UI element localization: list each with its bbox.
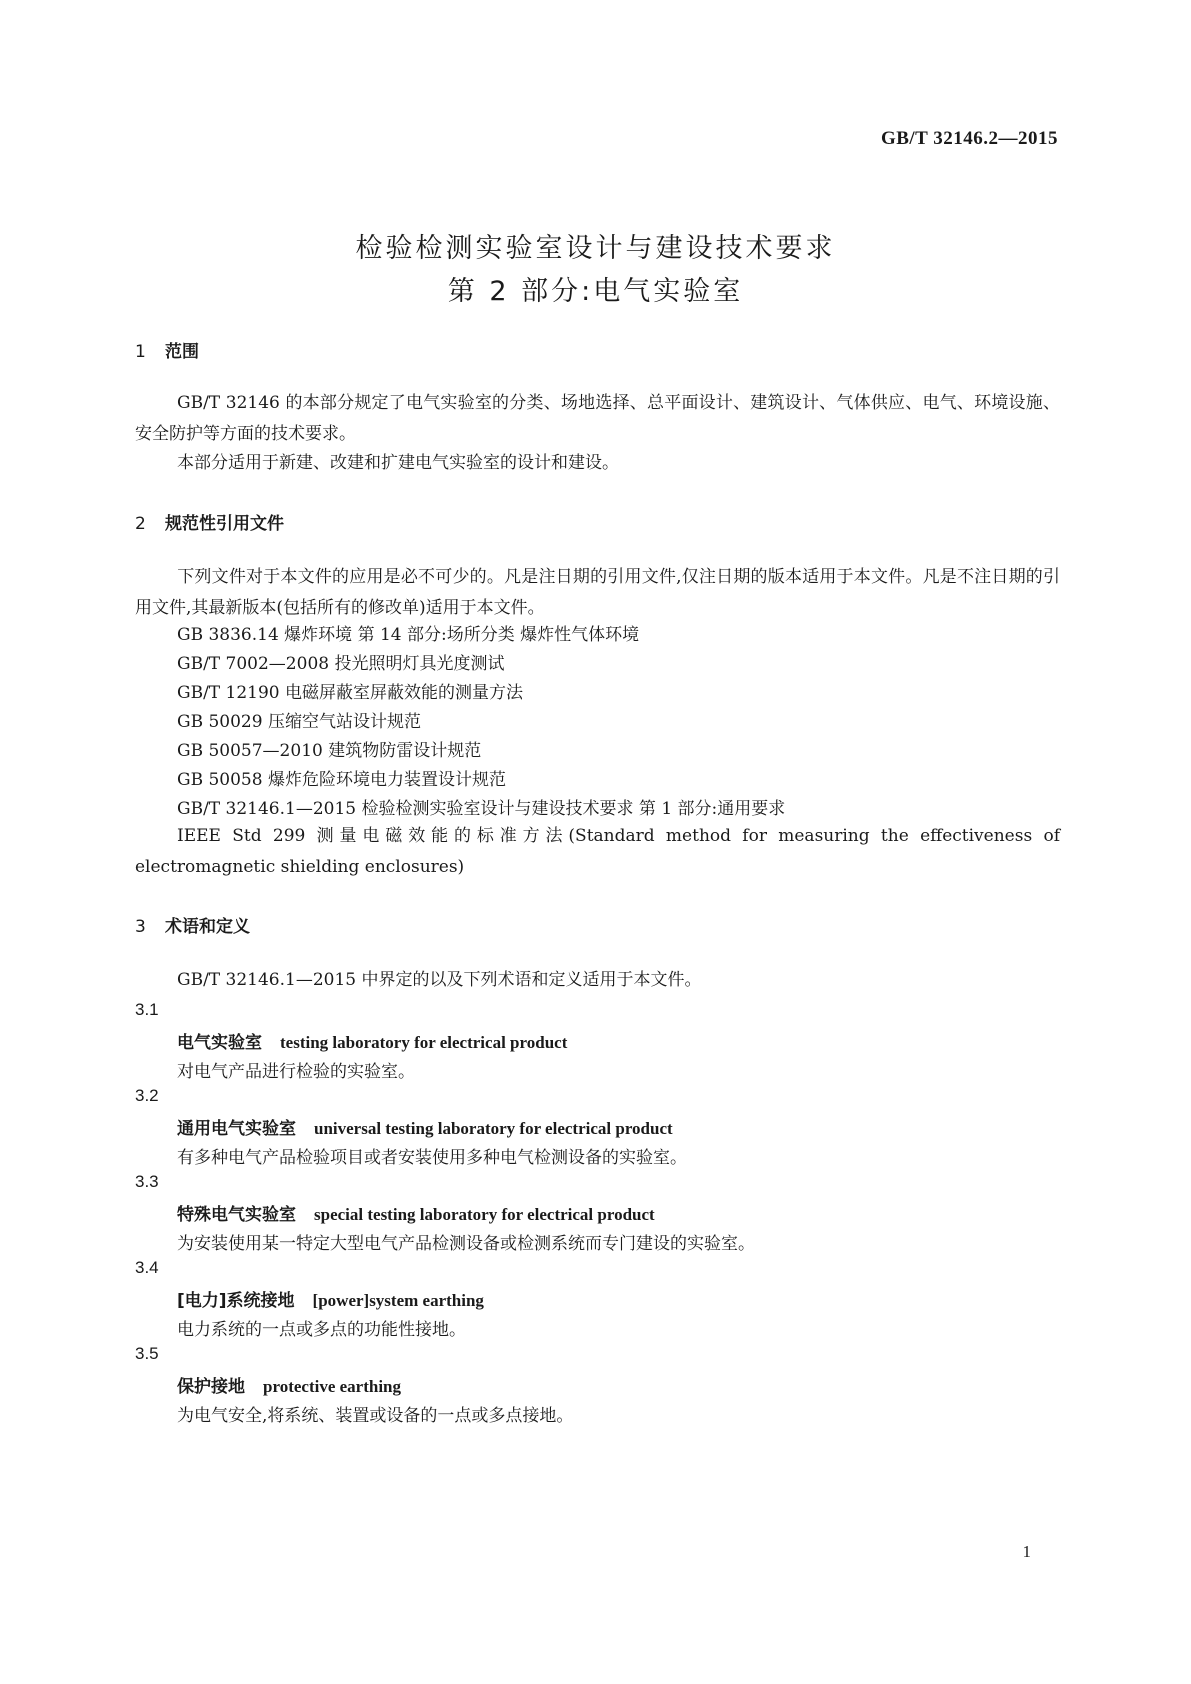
references-intro: 下列文件对于本文件的应用是必不可少的。凡是注日期的引用文件,仅注日期的版本适用于本文件。凡是不注日期的引用文件,其最新版本(包括所有的修改单)适用于本文件。 [135,567,1060,618]
reference-item: GB/T 32146.1—2015 检验检测实验室设计与建设技术要求 第 1 部分:通用要求 [177,799,786,819]
section-heading-2 [135,509,284,534]
standard-code: GB/T 32146.2—2015 [880,128,1058,149]
section-title: 规范性引用文件 [165,514,284,534]
section-number: 1 [135,342,146,362]
section-number: 3 [135,917,146,937]
section-title: 术语和定义 [165,917,250,937]
term-number: 3.3 [135,1172,159,1191]
term-number: 3.2 [135,1086,159,1105]
term-definition: 对电气产品进行检验的实验室。 [177,1062,415,1082]
term-entry: [电力]系统接地 [power]system earthing [177,1291,484,1311]
term-entry: 电气实验室 testing laboratory for electrical product [177,1033,568,1053]
terms-intro: GB/T 32146.1—2015 中界定的以及下列术语和定义适用于本文件。 [177,970,702,990]
reference-item: GB 3836.14 爆炸环境 第 14 部分:场所分类 爆炸性气体环境 [177,625,640,645]
section-heading-3 [135,912,250,937]
term-number: 3.4 [135,1258,159,1277]
document-subtitle: 第 2 部分:电气实验室 [447,276,744,307]
section-title: 范围 [165,342,199,362]
term-number: 3.1 [135,1000,159,1019]
reference-item: GB 50057—2010 建筑物防雷设计规范 [177,741,482,761]
term-definition: 为电气安全,将系统、装置或设备的一点或多点接地。 [177,1406,574,1426]
reference-item: GB 50029 压缩空气站设计规范 [177,712,421,732]
term-definition: 为安装使用某一特定大型电气产品检测设备或检测系统而专门建设的实验室。 [177,1234,755,1254]
scope-paragraph-2: 本部分适用于新建、改建和扩建电气实验室的设计和建设。 [177,453,619,473]
reference-item: GB/T 12190 电磁屏蔽室屏蔽效能的测量方法 [177,683,524,703]
scope-paragraph-1: GB/T 32146 的本部分规定了电气实验室的分类、场地选择、总平面设计、建筑设计、气体供应、电气、环境设施、安全防护等方面的技术要求。 [135,393,1060,444]
term-definition: 电力系统的一点或多点的功能性接地。 [177,1320,466,1340]
document-title: 检验检测实验室设计与建设技术要求 [355,233,836,264]
term-definition: 有多种电气产品检验项目或者安装使用多种电气检测设备的实验室。 [177,1148,687,1168]
term-entry: 通用电气实验室 universal testing laboratory for electrical product [177,1119,673,1139]
term-number: 3.5 [135,1344,159,1363]
term-entry: 保护接地 protective earthing [177,1377,402,1397]
page-number: 1 [1022,1542,1031,1561]
reference-item: GB/T 7002—2008 投光照明灯具光度测试 [177,654,505,674]
section-number: 2 [135,514,146,534]
reference-item: GB 50058 爆炸危险环境电力装置设计规范 [177,770,506,790]
section-heading-1 [135,337,199,362]
term-entry: 特殊电气实验室 special testing laboratory for electrical product [177,1205,655,1225]
reference-item-ieee: IEEE Std 299 测量电磁效能的标准方法(Standard method for measuring the effectiveness of electromagnetic shielding enclosures) [135,826,1060,877]
